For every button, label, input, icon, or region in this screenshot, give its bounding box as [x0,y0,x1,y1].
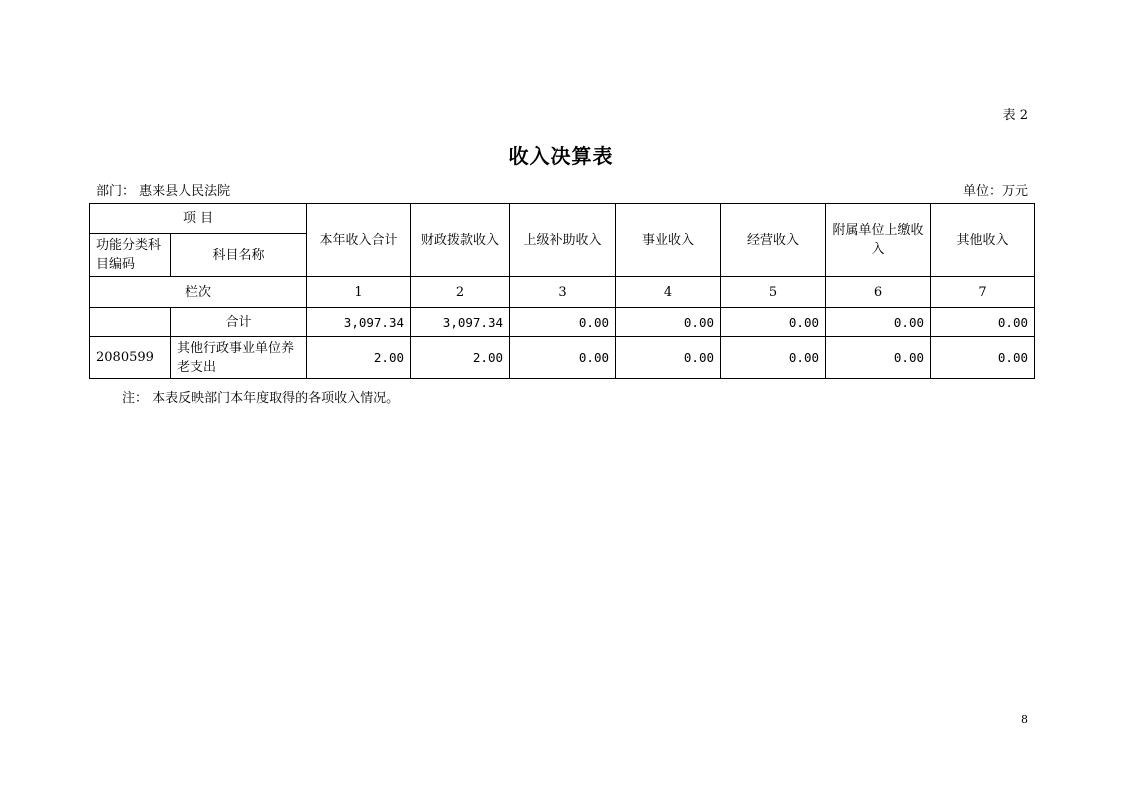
department-label: 部门： 惠来县人民法院 [96,184,231,199]
page-title: 收入决算表 [508,144,614,168]
column-index: 4 [616,277,721,308]
amount-cell: 0.00 [721,337,826,379]
column-index-label: 栏次 [90,277,307,308]
table-number: 表 2 [1002,108,1028,123]
column-header: 本年收入合计 [307,204,411,277]
column-index: 1 [307,277,411,308]
column-index: 7 [931,277,1035,308]
subject-name: 其他行政事业单位养老支出 [171,337,307,379]
function-code: 2080599 [90,337,171,379]
unit-label: 单位：万元 [962,184,1028,199]
function-code [90,308,171,337]
subject-name: 合计 [171,308,307,337]
table-row [90,337,1035,379]
column-header: 上级补助收入 [510,204,616,277]
amount-cell: 0.00 [931,308,1035,337]
subject-name-header: 科目名称 [171,234,307,277]
column-header: 附属单位上缴收入 [826,204,931,277]
column-header: 事业收入 [616,204,721,277]
amount-cell: 2.00 [307,337,411,379]
amount-cell: 0.00 [510,337,616,379]
func-code-header: 功能分类科目编码 [90,234,171,277]
column-index: 5 [721,277,826,308]
amount-cell: 2.00 [411,337,510,379]
amount-cell: 0.00 [826,337,931,379]
column-header: 经营收入 [721,204,826,277]
column-index: 3 [510,277,616,308]
amount-cell: 0.00 [510,308,616,337]
amount-cell: 3,097.34 [307,308,411,337]
column-index: 6 [826,277,931,308]
item-header: 项 目 [90,204,307,234]
column-header: 财政拨款收入 [411,204,510,277]
table-row [90,308,1035,337]
table-note: 注： 本表反映部门本年度取得的各项收入情况。 [122,391,400,406]
column-index-row [90,277,1035,308]
column-index: 2 [411,277,510,308]
income-table [89,203,1035,379]
amount-cell: 0.00 [616,308,721,337]
amount-cell: 0.00 [826,308,931,337]
amount-cell: 0.00 [931,337,1035,379]
header-row [90,204,1035,234]
amount-cell: 0.00 [721,308,826,337]
column-header: 其他收入 [931,204,1035,277]
amount-cell: 0.00 [616,337,721,379]
page-number: 8 [1021,713,1028,726]
amount-cell: 3,097.34 [411,308,510,337]
